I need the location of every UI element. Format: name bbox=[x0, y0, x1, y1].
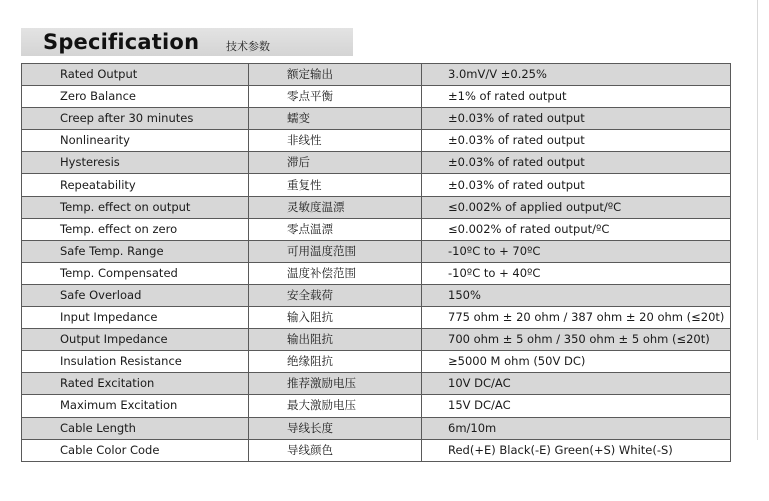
spec-value: 15V DC/AC bbox=[422, 395, 731, 417]
spec-value: -10ºC to + 70ºC bbox=[422, 240, 731, 262]
table-row bbox=[22, 417, 731, 439]
table-row bbox=[22, 240, 731, 262]
spec-table-body bbox=[22, 64, 731, 462]
page-edge-line bbox=[757, 0, 758, 440]
spec-name-cn: 非线性 bbox=[249, 130, 422, 152]
spec-value: -10ºC to + 40ºC bbox=[422, 262, 731, 284]
spec-value: ±1% of rated output bbox=[422, 86, 731, 108]
spec-name-en: Repeatability bbox=[22, 174, 249, 196]
spec-name-cn: 绝缘阻抗 bbox=[249, 351, 422, 373]
spec-value: 10V DC/AC bbox=[422, 373, 731, 395]
table-row bbox=[22, 86, 731, 108]
spec-name-cn: 零点温漂 bbox=[249, 218, 422, 240]
spec-name-en: Cable Color Code bbox=[22, 439, 249, 461]
spec-value: 6m/10m bbox=[422, 417, 731, 439]
spec-name-cn: 额定输出 bbox=[249, 64, 422, 86]
spec-name-en: Output Impedance bbox=[22, 329, 249, 351]
spec-name-cn: 导线颜色 bbox=[249, 439, 422, 461]
spec-name-en: Nonlinearity bbox=[22, 130, 249, 152]
spec-name-en: Input Impedance bbox=[22, 307, 249, 329]
spec-value: 3.0mV/V ±0.25% bbox=[422, 64, 731, 86]
spec-name-cn: 灵敏度温漂 bbox=[249, 196, 422, 218]
spec-value: 700 ohm ± 5 ohm / 350 ohm ± 5 ohm (≤20t) bbox=[422, 329, 731, 351]
spec-name-en: Cable Length bbox=[22, 417, 249, 439]
table-row bbox=[22, 307, 731, 329]
title-bar bbox=[21, 28, 353, 56]
spec-name-cn: 推荐激励电压 bbox=[249, 373, 422, 395]
spec-value: ±0.03% of rated output bbox=[422, 174, 731, 196]
spec-name-cn: 安全载荷 bbox=[249, 284, 422, 306]
spec-name-en: Temp. Compensated bbox=[22, 262, 249, 284]
spec-name-cn: 蠕变 bbox=[249, 108, 422, 130]
spec-value: ±0.03% of rated output bbox=[422, 152, 731, 174]
spec-value: ≥5000 M ohm (50V DC) bbox=[422, 351, 731, 373]
spec-value: ≤0.002% of applied output/ºC bbox=[422, 196, 731, 218]
spec-name-cn: 滞后 bbox=[249, 152, 422, 174]
spec-value: Red(+E) Black(-E) Green(+S) White(-S) bbox=[422, 439, 731, 461]
spec-name-en: Insulation Resistance bbox=[22, 351, 249, 373]
spec-name-cn: 零点平衡 bbox=[249, 86, 422, 108]
spec-name-cn: 温度补偿范围 bbox=[249, 262, 422, 284]
spec-name-en: Hysteresis bbox=[22, 152, 249, 174]
spec-value: 150% bbox=[422, 284, 731, 306]
table-row bbox=[22, 439, 731, 461]
page-subtitle: 技术参数 bbox=[226, 40, 270, 53]
spec-value: ±0.03% of rated output bbox=[422, 108, 731, 130]
table-row bbox=[22, 284, 731, 306]
table-row bbox=[22, 262, 731, 284]
spec-name-cn: 可用温度范围 bbox=[249, 240, 422, 262]
table-row bbox=[22, 351, 731, 373]
spec-name-cn: 最大激励电压 bbox=[249, 395, 422, 417]
spec-name-en: Rated Excitation bbox=[22, 373, 249, 395]
table-row bbox=[22, 152, 731, 174]
table-row bbox=[22, 130, 731, 152]
spec-name-en: Creep after 30 minutes bbox=[22, 108, 249, 130]
table-row bbox=[22, 196, 731, 218]
spec-name-en: Zero Balance bbox=[22, 86, 249, 108]
spec-name-cn: 导线长度 bbox=[249, 417, 422, 439]
spec-name-cn: 输入阻抗 bbox=[249, 307, 422, 329]
table-row bbox=[22, 329, 731, 351]
table-row bbox=[22, 395, 731, 417]
spec-name-en: Safe Overload bbox=[22, 284, 249, 306]
spec-value: ≤0.002% of rated output/ºC bbox=[422, 218, 731, 240]
table-row bbox=[22, 64, 731, 86]
spec-name-en: Maximum Excitation bbox=[22, 395, 249, 417]
spec-name-en: Safe Temp. Range bbox=[22, 240, 249, 262]
spec-name-en: Temp. effect on output bbox=[22, 196, 249, 218]
table-row bbox=[22, 373, 731, 395]
table-row bbox=[22, 174, 731, 196]
table-row bbox=[22, 108, 731, 130]
table-row bbox=[22, 218, 731, 240]
spec-value: ±0.03% of rated output bbox=[422, 130, 731, 152]
spec-value: 775 ohm ± 20 ohm / 387 ohm ± 20 ohm (≤20t) bbox=[422, 307, 731, 329]
spec-name-en: Temp. effect on zero bbox=[22, 218, 249, 240]
spec-name-cn: 重复性 bbox=[249, 174, 422, 196]
page-title: Specification bbox=[43, 30, 200, 54]
spec-name-en: Rated Output bbox=[22, 64, 249, 86]
spec-name-cn: 输出阻抗 bbox=[249, 329, 422, 351]
spec-table bbox=[21, 63, 731, 462]
